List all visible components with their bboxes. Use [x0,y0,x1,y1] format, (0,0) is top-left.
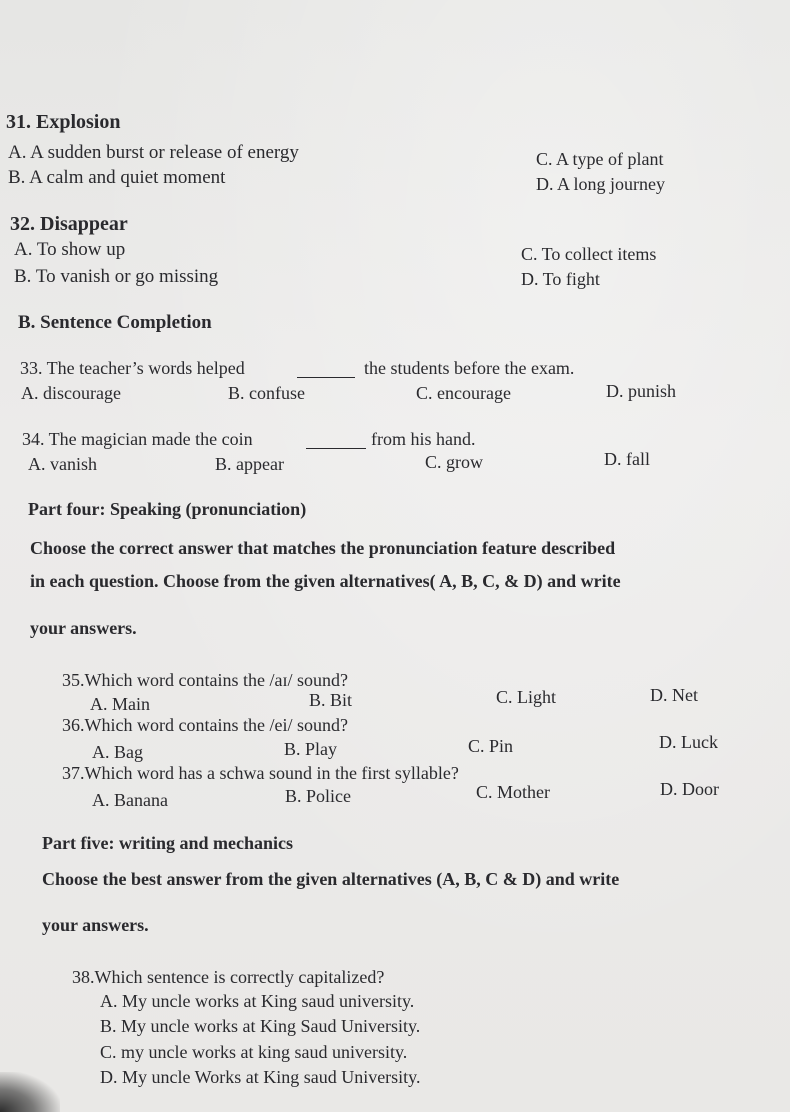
q37-option-d[interactable]: D. Door [660,779,719,799]
q31-title: 31. Explosion [6,111,121,133]
q33-stem-before: 33. The teacher’s words helped [20,358,245,378]
part-four-instruction-1: Choose the correct answer that matches the pronunciation feature described [30,538,616,558]
q32-option-b[interactable]: B. To vanish or go missing [14,266,219,287]
q31-option-c[interactable]: C. A type of plant [536,149,664,169]
corner-shadow [0,1072,60,1112]
q36-option-d[interactable]: D. Luck [659,732,718,752]
part-five-instruction-2: your answers. [42,915,149,935]
q38-stem: 38.Which sentence is correctly capitalized? [72,967,385,987]
q36-option-b[interactable]: B. Play [284,739,338,759]
q33-answer-blank[interactable] [297,377,355,378]
q31-option-b[interactable]: B. A calm and quiet moment [8,167,226,188]
q34-stem-after: from his hand. [371,429,476,449]
q34-option-a[interactable]: A. vanish [28,454,97,474]
part-four-instruction-2: in each question. Choose from the given alternatives( A, B, C, & D) and write [30,571,621,591]
q38-option-c[interactable]: C. my uncle works at king saud university. [100,1042,408,1062]
q35-option-c[interactable]: C. Light [496,687,557,707]
q34-answer-blank[interactable] [306,448,366,449]
q36-option-a[interactable]: A. Bag [92,742,143,762]
q36-stem: 36.Which word contains the /ei/ sound? [62,715,348,735]
q37-stem: 37.Which word has a schwa sound in the first syllable? [62,763,459,783]
q38-option-a[interactable]: A. My uncle works at King saud university. [100,991,415,1011]
q33-stem-after: the students before the exam. [364,358,575,378]
part-four-instruction-3: your answers. [30,618,137,638]
q35-option-b[interactable]: B. Bit [309,690,353,710]
part-four-title: Part four: Speaking (pronunciation) [28,499,307,519]
q37-option-c[interactable]: C. Mother [476,782,550,802]
q31-option-a[interactable]: A. A sudden burst or release of energy [8,142,299,163]
q34-stem-before: 34. The magician made the coin [22,429,253,449]
q33-option-c[interactable]: C. encourage [416,383,511,403]
part-five-title: Part five: writing and mechanics [42,833,293,853]
q32-option-a[interactable]: A. To show up [14,239,126,260]
q32-option-c[interactable]: C. To collect items [521,244,657,264]
q35-option-d[interactable]: D. Net [650,685,698,705]
part-five-instruction-1: Choose the best answer from the given alternatives (A, B, C & D) and write [42,869,620,889]
q36-option-c[interactable]: C. Pin [468,736,514,756]
q38-option-d[interactable]: D. My uncle Works at King saud University. [100,1067,421,1087]
q37-option-b[interactable]: B. Police [285,786,351,806]
section-b-title: B. Sentence Completion [18,312,212,333]
q33-option-b[interactable]: B. confuse [228,383,305,403]
q37-option-a[interactable]: A. Banana [92,790,168,810]
q33-option-d[interactable]: D. punish [606,381,677,401]
q35-option-a[interactable]: A. Main [90,694,150,714]
q33-option-a[interactable]: A. discourage [21,383,121,403]
q35-stem: 35.Which word contains the /aɪ/ sound? [62,670,348,690]
q32-title: 32. Disappear [10,213,128,235]
q34-option-c[interactable]: C. grow [425,452,483,472]
q31-option-d[interactable]: D. A long journey [536,174,665,194]
q32-option-d[interactable]: D. To fight [521,269,600,289]
q34-option-d[interactable]: D. fall [604,449,650,469]
q38-option-b[interactable]: B. My uncle works at King Saud University. [100,1016,421,1036]
q34-option-b[interactable]: B. appear [215,454,284,474]
